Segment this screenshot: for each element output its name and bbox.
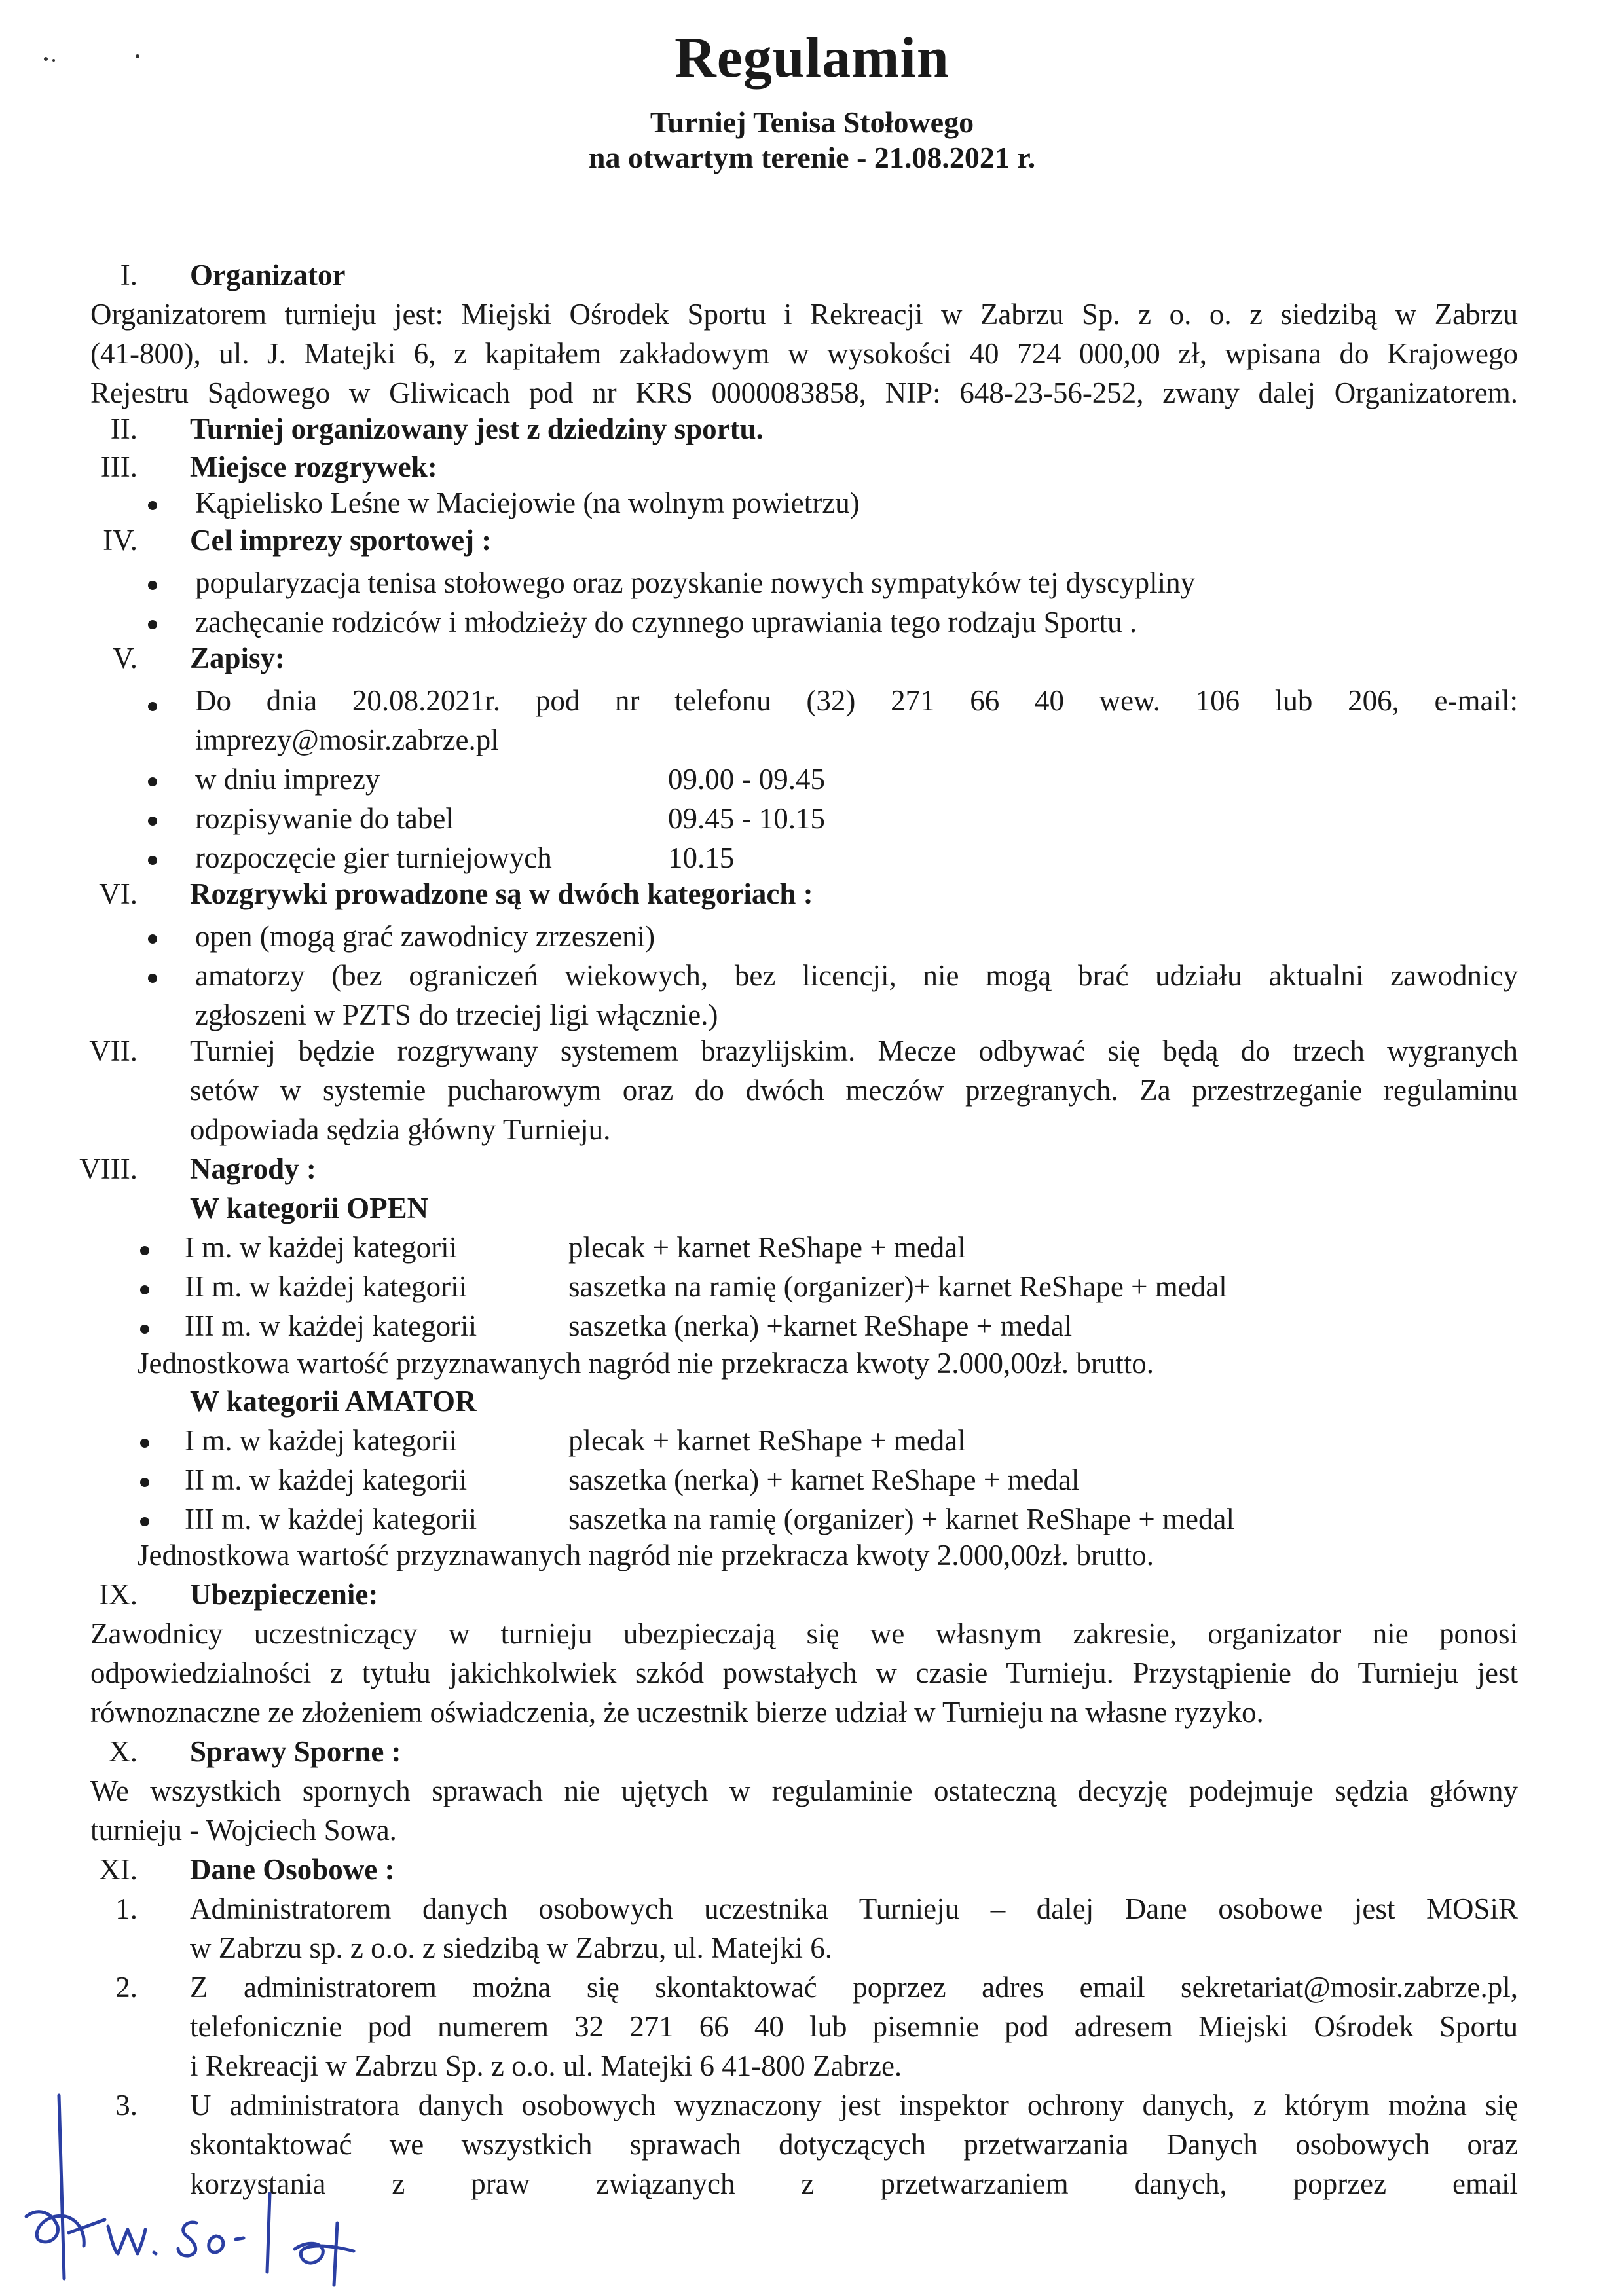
bullet-icon [148, 856, 157, 865]
section-number: X. [109, 1735, 138, 1768]
disputes-text-line: turnieju - Wojciech Sowa. [90, 1814, 397, 1846]
section-number: XI. [99, 1853, 138, 1886]
registration-email: imprezy@mosir.zabrze.pl [195, 724, 499, 756]
bullet-icon [148, 620, 157, 629]
prize-place: I m. w każdej kategorii [185, 1231, 458, 1264]
personal-data-text-line: Z administratorem można się skontaktować poprzez adres email sekretariat@mosir.zabrze.pl, [190, 1971, 1518, 2004]
bullet-icon [140, 1246, 149, 1255]
section-number: II. [110, 413, 138, 445]
section-heading-organizer: Organizator [190, 259, 346, 291]
amator-category-heading: W kategorii AMATOR [190, 1385, 477, 1418]
section-number: VI. [99, 877, 138, 910]
prize-value: plecak + karnet ReShape + medal [568, 1424, 966, 1457]
item-number: 3. [115, 2089, 138, 2121]
prize-place: III m. w każdej kategorii [185, 1310, 477, 1342]
insurance-text-line: odpowiedzialności z tytułu jakichkolwiek szkód powstałych w czasie Turnieju. Przystąpienie do Turnieju jest [90, 1657, 1518, 1689]
bullet-icon [140, 1439, 149, 1448]
bullet-icon [148, 702, 157, 711]
prize-value: plecak + karnet ReShape + medal [568, 1231, 966, 1264]
bullet-icon [148, 581, 157, 590]
prize-value-note: Jednostkowa wartość przyznawanych nagród nie przekracza kwoty 2.000,00zł. brutto. [138, 1347, 1154, 1380]
personal-data-text-line: Administratorem danych osobowych uczestnika Turnieju – dalej Dane osobowe jest MOSiR [190, 1892, 1518, 1925]
category-item: amatorzy (bez ograniczeń wiekowych, bez licencji, nie mogą brać udziału aktualni zawodnicy [195, 959, 1518, 992]
personal-data-text-line: w Zabrzu sp. z o.o. z siedzibą w Zabrzu, ul. Matejki 6. [190, 1932, 832, 1964]
prize-value: saszetka (nerka) +karnet ReShape + medal [568, 1310, 1073, 1342]
organizer-text-line: Rejestru Sądowego w Gliwicach pod nr KRS 0000083858, NIP: 648-23-56-252, zwany dalej Organizatorem. [90, 376, 1518, 409]
section-heading-registration: Zapisy: [190, 642, 286, 674]
section-number: IX. [99, 1578, 138, 1611]
schedule-label: w dniu imprezy [195, 763, 380, 796]
personal-data-text-line: U administratora danych osobowych wyznaczony jest inspektor ochrony danych, z którym można się [190, 2089, 1518, 2121]
prize-value: saszetka na ramię (organizer)+ karnet ReShape + medal [568, 1270, 1227, 1303]
section-number: I. [120, 259, 138, 291]
section-heading-disputes: Sprawy Sporne : [190, 1735, 401, 1768]
bullet-icon [140, 1325, 149, 1334]
personal-data-text-line: korzystania z praw związanych z przetwarzaniem danych, poprzez email [190, 2167, 1518, 2200]
prize-value: saszetka na ramię (organizer) + karnet ReShape + medal [568, 1503, 1234, 1535]
system-text-line: Turniej będzie rozgrywany systemem brazylijskim. Mecze odbywać się będą do trzech wygranych [190, 1035, 1518, 1067]
category-item: open (mogą grać zawodnicy zrzeszeni) [195, 920, 655, 953]
schedule-label: rozpoczęcie gier turniejowych [195, 841, 552, 874]
schedule-time: 10.15 [668, 841, 735, 874]
purpose-item: popularyzacja tenisa stołowego oraz pozyskanie nowych sympatyków tej dyscypliny [195, 566, 1196, 599]
section-heading-insurance: Ubezpieczenie: [190, 1578, 378, 1611]
section-number: IV. [103, 524, 138, 557]
personal-data-text-line: telefonicznie pod numerem 32 271 66 40 lub pisemnie pod adresem Miejski Ośrodek Sportu [190, 2010, 1518, 2043]
section-number: VII. [89, 1035, 138, 1067]
insurance-text-line: równoznaczne ze złożeniem oświadczenia, że uczestnik bierze udział w Turnieju na własne ryzyko. [90, 1696, 1264, 1729]
prize-value-note: Jednostkowa wartość przyznawanych nagród nie przekracza kwoty 2.000,00zł. brutto. [138, 1539, 1154, 1571]
personal-data-text-line: skontaktować we wszystkich sprawach dotyczących przetwarzania Danych osobowych oraz [190, 2128, 1518, 2161]
section-heading-personal-data: Dane Osobowe : [190, 1853, 395, 1886]
section-heading-prizes: Nagrody : [190, 1152, 316, 1185]
section-number: III. [100, 450, 138, 483]
organizer-text-line: Organizatorem turnieju jest: Miejski Ośrodek Sportu i Rekreacji w Zabrzu Sp. z o. o. z siedzibą w Zabrzu [90, 298, 1518, 331]
personal-data-text-line: i Rekreacji w Zabrzu Sp. z o.o. ul. Matejki 6 41-800 Zabrze. [190, 2049, 902, 2082]
item-number: 2. [115, 1971, 138, 2004]
system-text-line: setów w systemie pucharowym oraz do dwóch meczów przegranych. Za przestrzeganie regulaminu [190, 1074, 1518, 1107]
insurance-text-line: Zawodnicy uczestniczący w turnieju ubezpieczają się we własnym zakresie, organizator nie ponosi [90, 1617, 1518, 1650]
system-text-line: odpowiada sędzia główny Turnieju. [190, 1113, 611, 1146]
document-subtitle: Turniej Tenisa Stołowego [650, 105, 974, 139]
prize-place: I m. w każdej kategorii [185, 1424, 458, 1457]
section-heading-purpose: Cel imprezy sportowej : [190, 524, 492, 557]
bullet-icon [148, 934, 157, 944]
schedule-time: 09.00 - 09.45 [668, 763, 825, 796]
section-number: VIII. [79, 1152, 138, 1185]
handwritten-signature [7, 2082, 373, 2292]
document-title: Regulamin [674, 26, 950, 90]
purpose-item: zachęcanie rodziców i młodzieży do czynnego uprawiania tego rodzaju Sportu . [195, 606, 1137, 638]
bullet-icon [148, 817, 157, 826]
schedule-time: 09.45 - 10.15 [668, 802, 825, 835]
bullet-icon [140, 1285, 149, 1294]
document-date: na otwartym terenie - 21.08.2021 r. [588, 141, 1036, 174]
prize-place: II m. w każdej kategorii [185, 1463, 468, 1496]
section-heading-categories: Rozgrywki prowadzone są w dwóch kategoriach : [190, 877, 813, 910]
section-number: V. [113, 642, 138, 674]
bullet-icon [148, 501, 157, 510]
prize-place: III m. w każdej kategorii [185, 1503, 477, 1535]
section-heading-venue: Miejsce rozgrywek: [190, 450, 437, 483]
bullet-icon [140, 1517, 149, 1526]
venue-item: Kąpielisko Leśne w Maciejowie (na wolnym powietrzu) [195, 487, 860, 519]
prize-place: II m. w każdej kategorii [185, 1270, 468, 1303]
open-category-heading: W kategorii OPEN [190, 1192, 429, 1224]
bullet-icon [148, 777, 157, 786]
bullet-icon [148, 974, 157, 983]
organizer-text-line: (41-800), ul. J. Matejki 6, z kapitałem zakładowym w wysokości 40 724 000,00 zł, wpisana do Krajowego [90, 337, 1518, 370]
category-item-cont: zgłoszeni w PZTS do trzeciej ligi włącznie.) [195, 999, 718, 1031]
disputes-text-line: We wszystkich spornych sprawach nie ujętych w regulaminie ostateczną decyzję podejmuje sędzia główny [90, 1774, 1518, 1807]
registration-item: Do dnia 20.08.2021r. pod nr telefonu (32) 271 66 40 wew. 106 lub 206, e-mail: [195, 684, 1518, 717]
schedule-label: rozpisywanie do tabel [195, 802, 454, 835]
scan-marks [39, 46, 151, 72]
item-number: 1. [115, 1892, 138, 1925]
prize-value: saszetka (nerka) + karnet ReShape + medal [568, 1463, 1080, 1496]
section-heading-sport: Turniej organizowany jest z dziedziny sportu. [190, 413, 764, 445]
bullet-icon [140, 1478, 149, 1487]
